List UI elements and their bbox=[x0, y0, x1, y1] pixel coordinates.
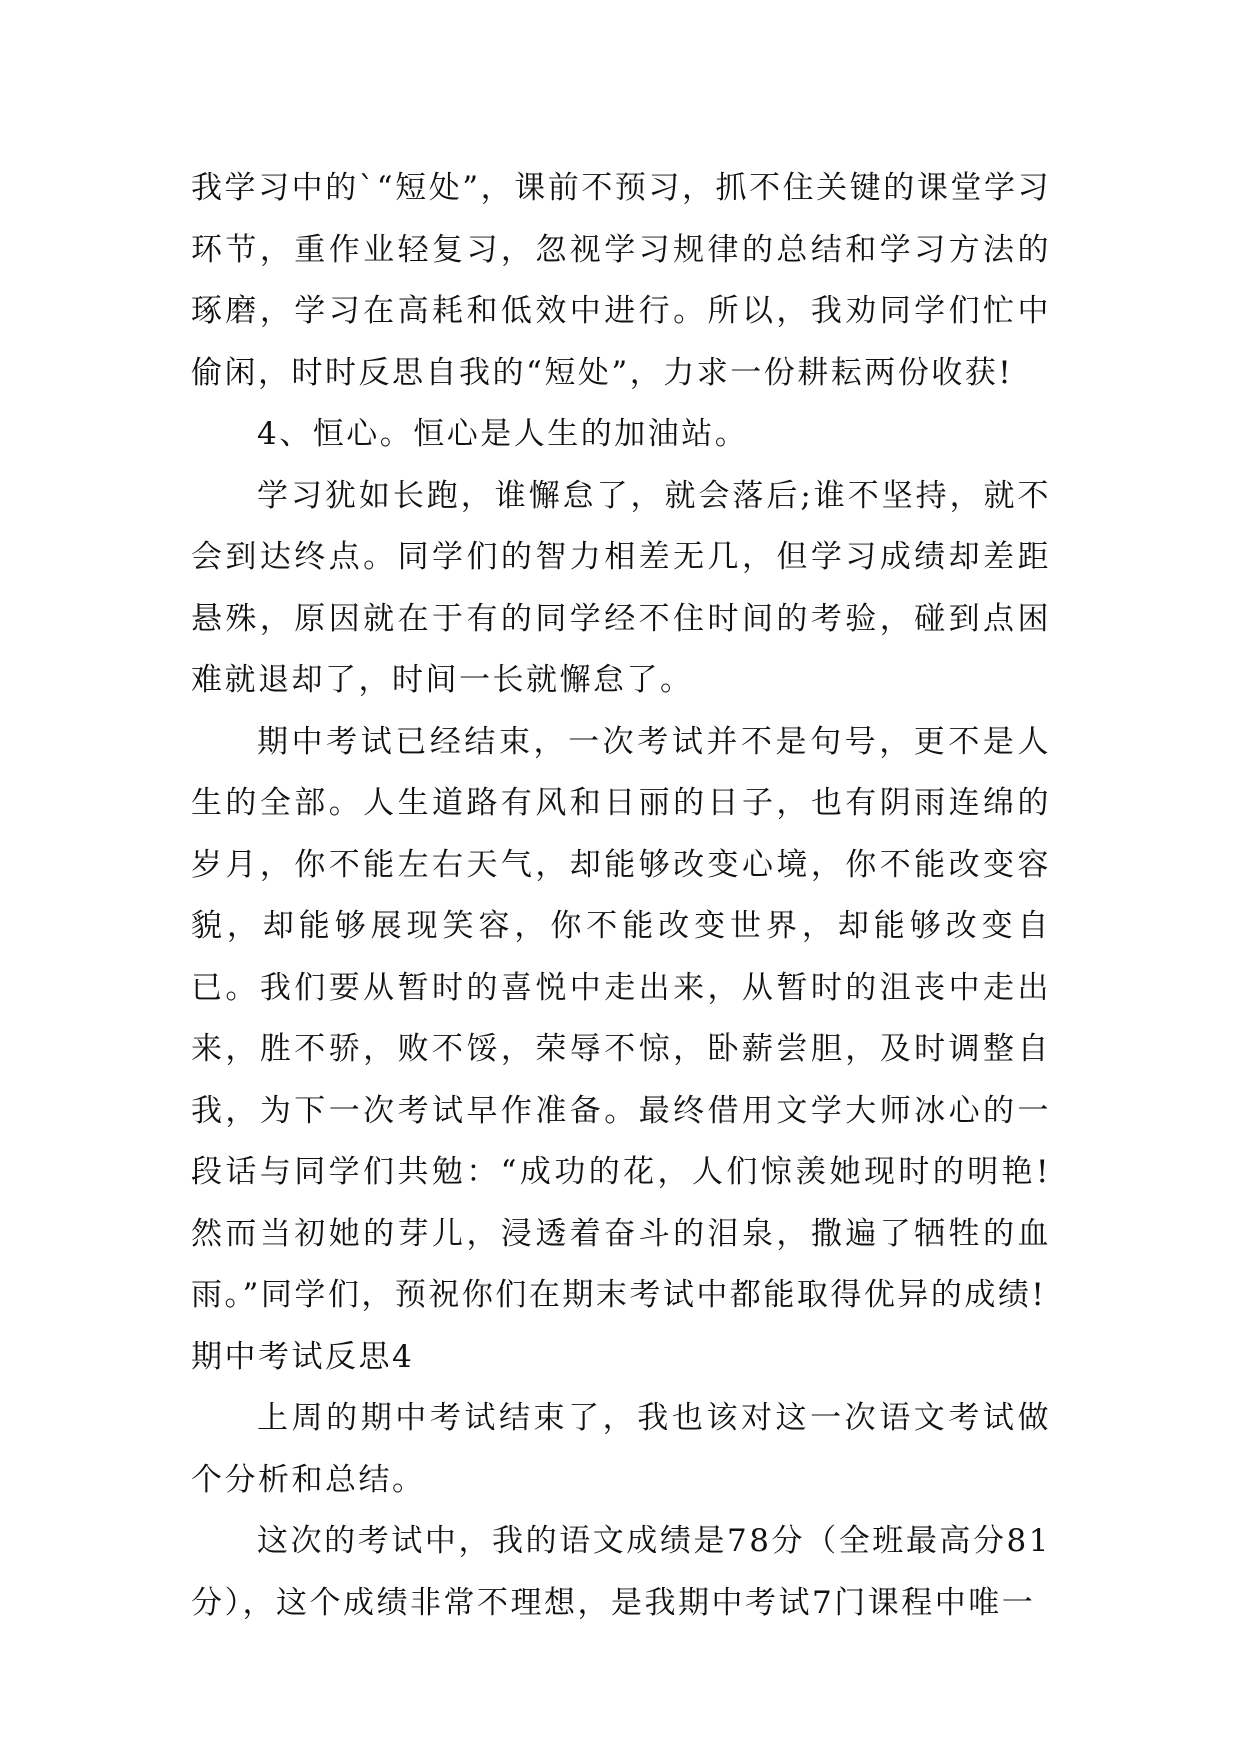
document-body bbox=[191, 158, 1051, 1634]
paragraph-exam-over: 期中考试已经结束，一次考试并不是句号，更不是人生的全部。人生道路有风和日丽的日子，也有阴雨连绵的岁月，你不能左右天气，却能够改变心境，你不能改变容貌，却能够展现笑容，你不能改变世界，却能够改变自已。我们要从暂时的喜悦中走出来，从暂时的沮丧中走出来，胜不骄，败不馁，荣辱不惊，卧薪尝胆，及时调整自我，为下一次考试早作准备。最终借用文学大师冰心的一段话与同学们共勉：“成功的花，人们惊羡她现时的明艳!然而当初她的芽儿，浸透着奋斗的泪泉，撒遍了牺牲的血雨。”同学们，预祝你们在期末考试中都能取得优异的成绩! bbox=[191, 723, 1051, 1313]
paragraph-last-week: 上周的期中考试结束了，我也该对这一次语文考试做个分析和总结。 bbox=[191, 1400, 1051, 1498]
paragraph-score: 这次的考试中，我的语文成绩是78分（全班最高分81分），这个成绩非常不理想，是我期中考试7门课程中唯一 bbox=[191, 1523, 1051, 1621]
paragraph-long-run: 学习犹如长跑，谁懈怠了，就会落后;谁不坚持，就不会到达终点。同学们的智力相差无几，但学习成绩却差距悬殊，原因就在于有的同学经不住时间的考验，碰到点困难就退却了，时间一长就懈怠了。 bbox=[191, 477, 1051, 698]
section-heading: 期中考试反思4 bbox=[191, 1338, 415, 1375]
paragraph-perseverance-title: 4、恒心。恒心是人生的加油站。 bbox=[257, 416, 749, 452]
paragraph-short-comings: 我学习中的`“短处”，课前不预习，抓不住关键的课堂学习环节，重作业轻复习，忽视学习规律的总结和学习方法的琢磨，学习在高耗和低效中进行。所以，我劝同学们忙中偷闲，时时反思自我的“短处”，力求一份耕耘两份收获! bbox=[191, 170, 1051, 391]
